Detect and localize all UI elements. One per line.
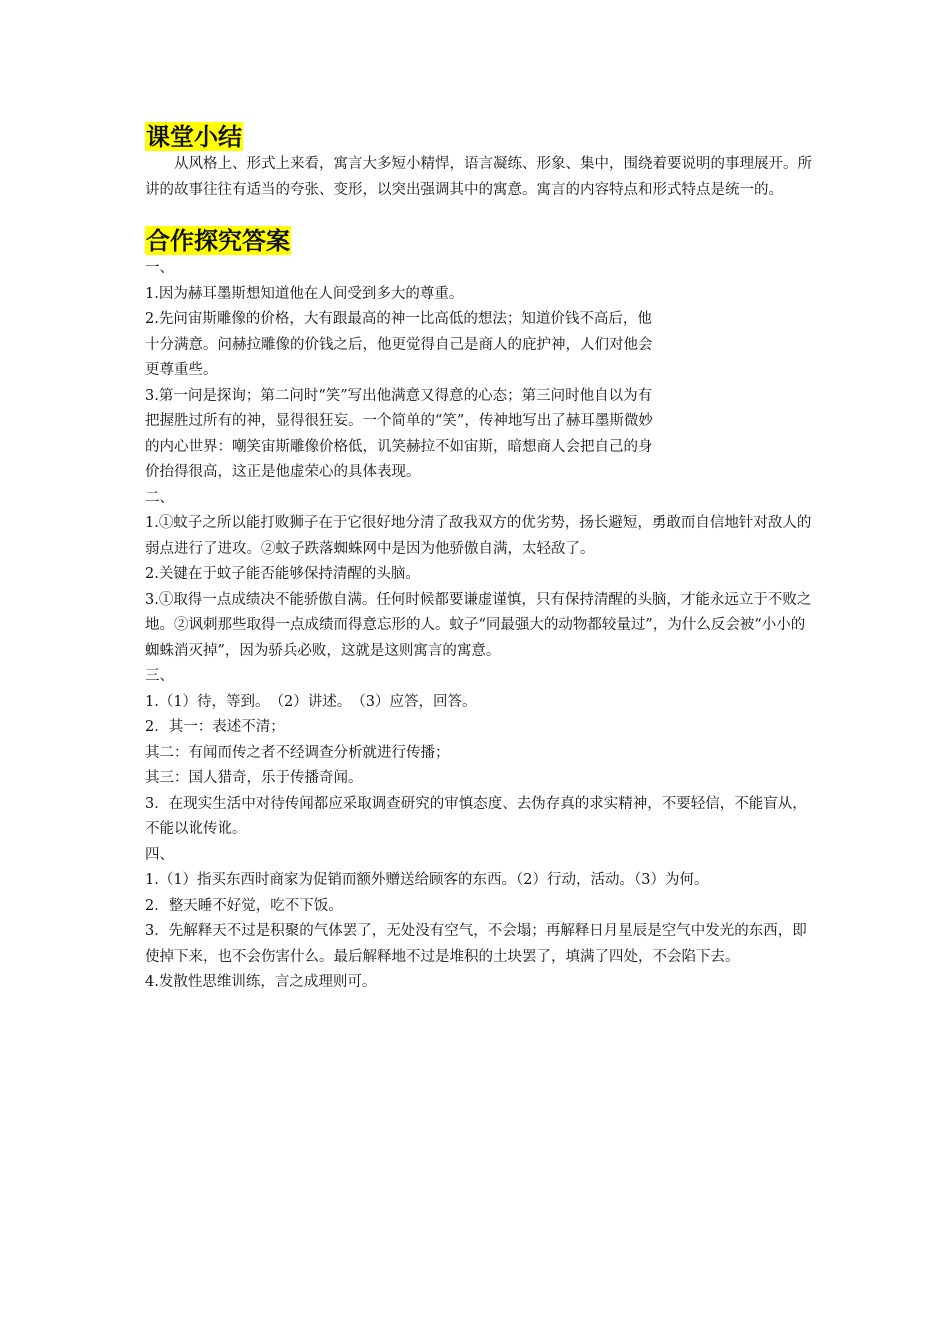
section-1-item-2: 2.先问宙斯雕像的价格，大有跟最高的神一比高低的想法；知道价钱不高后，他十分满意。问赫拉雕像的价钱之后，他更觉得自己是商人的庇护神，人们对他会更尊重些。	[145, 311, 653, 378]
section-3-item-4: 其三：国人猎奇，乐于传播奇闻。	[145, 770, 363, 786]
section-4-item-3: 3．先解释天不过是积聚的气体罢了，无处没有空气，不会塌；再解释日月星辰是空气中发光的东西，即使掉下来，也不会伤害什么。最后解释地不过是堆积的土块罢了，填满了四处，不会陷下去。	[145, 923, 807, 965]
section-1-item-3: 3.第一问是探询；第二问时“笑”写出他满意又得意的心态；第三问时他自以为有把握胜过所有的神，显得很狂妄。一个简单的“笑”，传神地写出了赫耳墨斯微妙的内心世界：嘲笑宙斯雕像价格低，讥笑赫拉不如宙斯，暗想商人会把自己的身价抬得很高，这正是他虚荣心的具体表现。	[145, 387, 653, 480]
section-2-item-1: 1.①蚊子之所以能打败狮子在于它很好地分清了敌我双方的优劣势，扬长避短，勇敢而自信地针对敌人的弱点进行了进攻。②蚊子跌落蜘蛛网中是因为他骄傲自满，太轻敌了。	[145, 515, 812, 557]
summary-paragraph: 从风格上、形式上来看，寓言大多短小精悍，语言凝练、形象、集中，围绕着要说明的事理展开。所讲的故事往往有适当的夸张、变形，以突出强调其中的寓意。寓言的内容特点和形式特点是统一的。	[145, 156, 812, 198]
section-2-item-2: 2.关键在于蚊子能否能够保持清醒的头脑。	[145, 566, 420, 582]
section-2-label: 二、	[145, 489, 174, 506]
answers-heading	[145, 226, 817, 256]
section-3-label: 三、	[145, 668, 174, 684]
document-page	[145, 122, 817, 996]
section-4-label: 四、	[145, 846, 174, 863]
section-2-item-3: 3.①取得一点成绩决不能骄傲自满。任何时候都要谦虚谨慎，只有保持清醒的头脑，才能永远立于不败之地。②讽刺那些取得一点成绩而得意忘形的人。蚊子“同最强大的动物都较量过”，为什么反会被“小小的蜘蛛消灭掉”，因为骄兵必败，这就是这则寓言的寓意。	[145, 591, 812, 659]
summary-heading-text: 课堂小结	[146, 122, 242, 151]
section-4-item-1: 1.（1）指买东西时商家为促销而额外赠送给顾客的东西。（2）行动，活动。（3）为何。	[145, 872, 709, 888]
section-4-item-2: 2．整天睡不好觉，吃不下饭。	[145, 897, 343, 914]
section-1-label: 一、	[145, 260, 174, 276]
summary-heading	[145, 122, 817, 152]
section-3-item-2: 2．其一：表述不清；	[145, 719, 285, 735]
section-1-item-1: 1.因为赫耳墨斯想知道他在人间受到多大的尊重。	[145, 285, 464, 302]
section-3-item-5: 3．在现实生活中对待传闻都应采取调查研究的审慎态度、去伪存真的求实精神，不要轻信，不能盲从，不能以讹传讹。	[145, 795, 807, 837]
section-3-item-3: 其二：有闻而传之者不经调查分析就进行传播；	[145, 744, 450, 761]
section-3-item-1: 1.（1）待，等到。 （2）讲述。 （3）应答，回答。	[145, 693, 477, 710]
section-4-item-4: 4.发散性思维训练，言之成理则可。	[145, 974, 377, 990]
answers-heading-text: 合作探究答案	[146, 226, 290, 255]
